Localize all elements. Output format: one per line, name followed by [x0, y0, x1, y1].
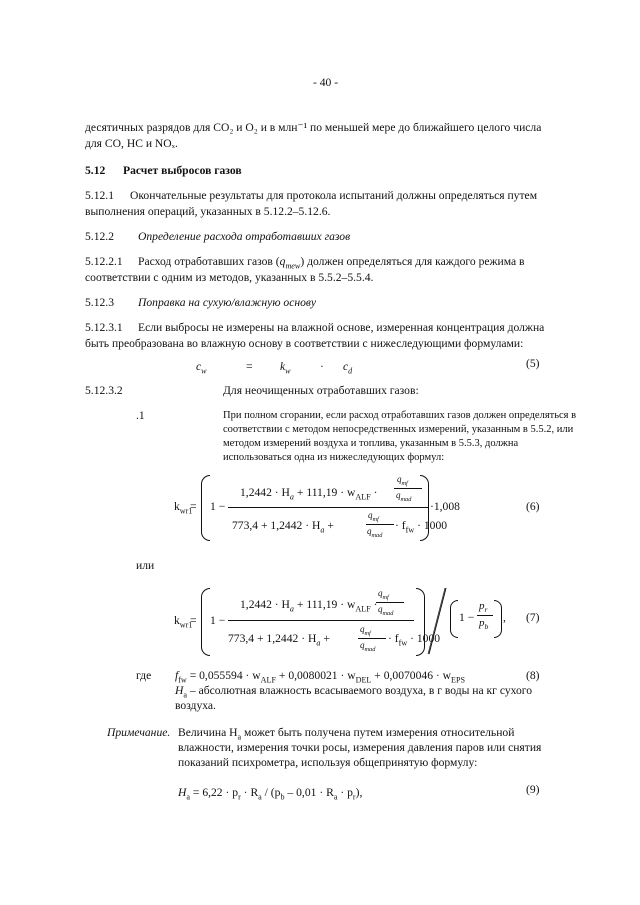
item1-mark: .1 — [136, 409, 145, 422]
eq5-number: (5) — [526, 357, 540, 370]
eq7-den-frac-bot: $q_{mad}$ — [360, 640, 376, 653]
eq7-left-paren — [201, 588, 210, 656]
para-51231-line2: быть преобразована во влажную основу в соответствии с нижеследующими формулами: — [85, 337, 524, 350]
eq7-comma: , — [503, 611, 506, 624]
eq7-r-top: $p_r$ — [479, 600, 488, 615]
eq8-number: (8) — [526, 669, 540, 682]
note-line2: влажности, измерения точки росы, измерения давления паров или снятия — [178, 741, 542, 754]
para-51221-line2: соответствии с одним из методов, указанных в 5.5.2–5.5.4. — [85, 271, 374, 284]
para-5121-line1: Окончательные результаты для протокола испытаний должны определяться путем — [130, 189, 538, 202]
para-5121-num: 5.12.1 — [85, 189, 114, 202]
eq7-denominator: $773,4 + 1,2442 \cdot H_a$ + — [228, 632, 330, 648]
eq6-denominator: $773,4 + 1,2442 \cdot H_a$ + — [232, 519, 334, 535]
eq5-equals: = — [246, 360, 253, 373]
heading-5123-title: Поправка на сухую/влажную основу — [138, 296, 317, 309]
item1-line4: использоваться одна из нижеследующих формул: — [223, 452, 445, 463]
eq7-division-slash — [426, 586, 448, 656]
para-51231-line1: Если выбросы не измерены на влажной основе, измеренная концентрация должна — [138, 321, 545, 334]
para-51232-num: 5.12.3.2 — [85, 384, 123, 397]
eq7-r-frac-bar — [477, 615, 493, 616]
eq9-formula: $H_a = 6,22 \cdot p_r \cdot R_a / (p_b - 0,01 \cdot R_a \cdot p_r)$, — [178, 786, 363, 802]
section-number: 5.12 — [85, 164, 106, 177]
section-title: Расчет выбросов газов — [123, 164, 242, 177]
eq6-numerator: $1,2442 \cdot H_a + 111,19 \cdot w_{ALF}$ · — [240, 486, 378, 502]
item1-line2: соответствии с методом непосредственных измерений, указанным в 5.5.2, или — [223, 424, 574, 435]
note-line3: показаний психрометра, используя общепринятую формулу: — [178, 756, 478, 769]
item1-line1: При полном сгорании, если расход отработавших газов должен определяться в — [223, 410, 577, 421]
eq7-one-minus: 1 − — [210, 614, 226, 627]
eq9-number: (9) — [526, 783, 540, 796]
note-line1: Величина $H_a$ может быть получена путем измерения относительной — [178, 726, 515, 742]
para-51221-line1: Расход отработавших газов $(q_{mew})$ должен определяться для каждого режима в — [138, 255, 525, 271]
eq6-main-fraction-bar — [228, 507, 428, 508]
intro-line-1: десятичных разрядов для CO₂ и O₂ и в млн⁻¹ по меньшей мере до ближайшего целого числа — [85, 121, 542, 134]
note-label: Примечание. — [107, 726, 171, 739]
eq7-main-fraction-bar — [228, 620, 414, 621]
eq6-lhs: $k_{wr1}$ — [174, 500, 193, 516]
eq6-equals: = — [190, 500, 197, 513]
item1-line3: методом измерений воздуха и топлива, указанным в 5.5.3, должна — [223, 438, 519, 449]
eq6-den-frac-bar — [366, 524, 394, 525]
eq7-r-one-minus: 1 − — [459, 611, 475, 624]
eq6-den-tail: · $f_{fw} \cdot 1000$ — [395, 519, 448, 535]
eq6-tail: ·1,008 — [430, 500, 460, 513]
para-51232-text: Для неочищенных отработавших газов: — [223, 384, 419, 397]
page-number: - 40 - — [313, 76, 339, 89]
eq7-r-left-paren — [450, 600, 458, 638]
eq7-num-frac-bar — [376, 602, 404, 603]
heading-5123-num: 5.12.3 — [85, 296, 114, 309]
heading-5122-title: Определение расхода отработавших газов — [138, 230, 351, 243]
eq7-den-frac-top: $q_{mf}$ — [360, 624, 371, 637]
where-label: где — [136, 669, 152, 682]
eq5-lhs: $c_w$ — [196, 360, 207, 376]
para-5121-line2: выполнения операций, указанных в 5.12.2–5.12.6. — [85, 205, 331, 218]
eq7-num-frac-top: $q_{mf}$ — [378, 588, 389, 601]
eq6-num-frac-bar — [394, 488, 422, 489]
eq7-den-frac-bar — [358, 638, 386, 639]
intro-line-2: для CO, HC и NOₓ. — [85, 137, 178, 150]
heading-5122-num: 5.12.2 — [85, 230, 114, 243]
eq6-left-paren — [201, 475, 210, 541]
eq7-num-frac-bot: $q_{mad}$ — [378, 604, 394, 617]
eq7-right-paren — [416, 588, 425, 656]
eq6-num-frac-top: $q_{mf}$ — [397, 474, 408, 487]
eq5-k: $k_w$ — [280, 360, 291, 376]
eq5-c: $c_d$ — [343, 360, 353, 376]
eq7-r-bot: $p_b$ — [479, 617, 489, 632]
ha-line2: воздуха. — [175, 699, 216, 712]
eq7-den-tail: · $f_{fw} \cdot 1000$ — [388, 632, 441, 648]
para-51231-num: 5.12.3.1 — [85, 321, 123, 334]
eq7-number: (7) — [526, 611, 540, 624]
para-51221-num: 5.12.2.1 — [85, 255, 123, 268]
eq6-one-minus: 1 − — [210, 500, 226, 513]
eq6-right-paren — [420, 475, 429, 541]
eq7-lhs: $k_{wr1}$ — [174, 614, 193, 630]
eq7-numerator: $1,2442 \cdot H_a + 111,19 \cdot w_{ALF}$ · — [240, 598, 378, 614]
eq7-equals: = — [190, 614, 197, 627]
eq8-formula: $f_{fw} = 0,055594 \cdot w_{ALF} + 0,0080021 \cdot w_{DEL} + 0,0070046 \cdot w_{EPS}$ — [175, 669, 466, 685]
eq6-num-frac-bot: $q_{mad}$ — [396, 490, 412, 503]
eq5-dot: · — [320, 360, 324, 373]
eq6-number: (6) — [526, 500, 540, 513]
ha-line1: $H_a$ – абсолютная влажность всасываемого воздуха, в г воды на кг сухого — [175, 684, 533, 700]
eq7-r-right-paren — [494, 600, 502, 638]
eq6-den-frac-bot: $q_{mad}$ — [367, 526, 383, 539]
eq6-den-frac-top: $q_{mf}$ — [368, 510, 379, 523]
or-text: или — [136, 559, 155, 572]
